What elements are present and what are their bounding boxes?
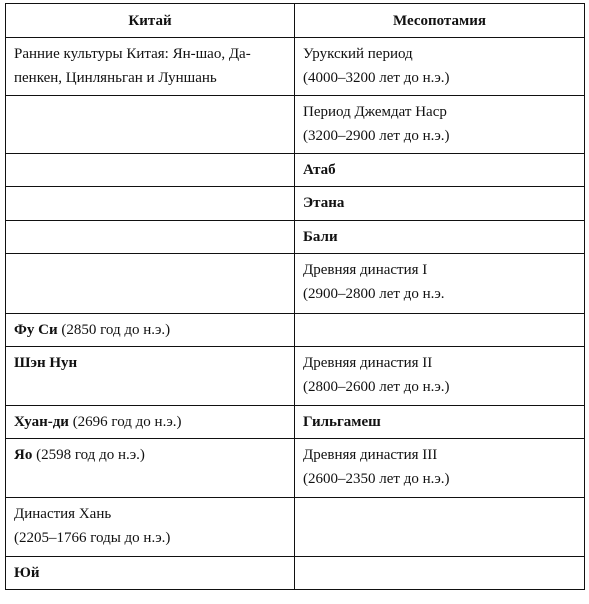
cell-china [6, 498, 295, 557]
cell-china [6, 96, 295, 154]
cell-mesopotamia [295, 498, 585, 557]
table-row [6, 221, 585, 254]
cell-china [6, 154, 295, 187]
cell-china [6, 347, 295, 406]
cell-text-line: (2205–1766 годы до н.э.) [14, 530, 171, 546]
table-row [6, 498, 585, 557]
cell-mesopotamia [295, 254, 585, 314]
table-row [6, 557, 585, 590]
table-row [6, 314, 585, 347]
cell-china [6, 187, 295, 221]
cell-mesopotamia [295, 221, 585, 254]
cell-bold-text: Хуан-ди [14, 414, 69, 430]
chronology-table [5, 3, 585, 590]
cell-text-line: Древняя династия II [303, 355, 433, 371]
cell-china [6, 439, 295, 498]
cell-text-line: (2800–2600 лет до н.э.) [303, 379, 450, 395]
cell-bold-text: Гильгамеш [303, 414, 381, 430]
cell-mesopotamia [295, 154, 585, 187]
chronology-table-container [5, 3, 585, 590]
cell-china [6, 557, 295, 590]
cell-text-line: Период Джемдат Наср [303, 104, 447, 120]
cell-text-line: Древняя династия I [303, 262, 428, 278]
cell-text-line: Династия Хань [14, 506, 112, 522]
cell-china [6, 221, 295, 254]
cell-bold-text: Яо [14, 447, 33, 463]
cell-mesopotamia [295, 439, 585, 498]
cell-china [6, 406, 295, 439]
cell-mesopotamia [295, 187, 585, 221]
cell-bold-text: Атаб [303, 162, 336, 178]
cell-mesopotamia [295, 557, 585, 590]
cell-text: (2850 год до н.э.) [57, 322, 171, 338]
cell-text-line: Древняя династия III [303, 447, 438, 463]
table-row [6, 406, 585, 439]
cell-bold-text: Шэн Нун [14, 355, 78, 371]
cell-text-line: (2900–2800 лет до н.э. [303, 286, 445, 302]
cell-bold-text: Юй [14, 565, 40, 581]
table-row [6, 38, 585, 96]
header-mesopotamia: Месопотамия [295, 4, 585, 38]
table-row [6, 254, 585, 314]
cell-text: (2598 год до н.э.) [32, 447, 145, 463]
cell-mesopotamia [295, 38, 585, 96]
cell-text-line: пенкен, Цинляньган и Луншань [14, 70, 217, 86]
cell-text: (2696 год до н.э.) [68, 414, 182, 430]
cell-mesopotamia [295, 314, 585, 347]
cell-bold-text: Фу Си [14, 322, 58, 338]
table-row [6, 187, 585, 221]
cell-mesopotamia [295, 406, 585, 439]
cell-text-line: (3200–2900 лет до н.э.) [303, 128, 450, 144]
table-row [6, 347, 585, 406]
cell-text-line: Ранние культуры Китая: Ян-шао, Да- [14, 46, 251, 62]
cell-text-line: Урукский период [303, 46, 413, 62]
cell-china [6, 314, 295, 347]
cell-mesopotamia [295, 347, 585, 406]
table-header-row [6, 4, 585, 38]
cell-china [6, 38, 295, 96]
table-row [6, 439, 585, 498]
table-row [6, 96, 585, 154]
cell-bold-text: Этана [303, 195, 345, 211]
cell-text-line: (4000–3200 лет до н.э.) [303, 70, 450, 86]
header-china: Китай [6, 4, 295, 38]
table-row [6, 154, 585, 187]
cell-china [6, 254, 295, 314]
cell-bold-text: Бали [303, 229, 338, 245]
cell-mesopotamia [295, 96, 585, 154]
cell-text-line: (2600–2350 лет до н.э.) [303, 471, 450, 487]
